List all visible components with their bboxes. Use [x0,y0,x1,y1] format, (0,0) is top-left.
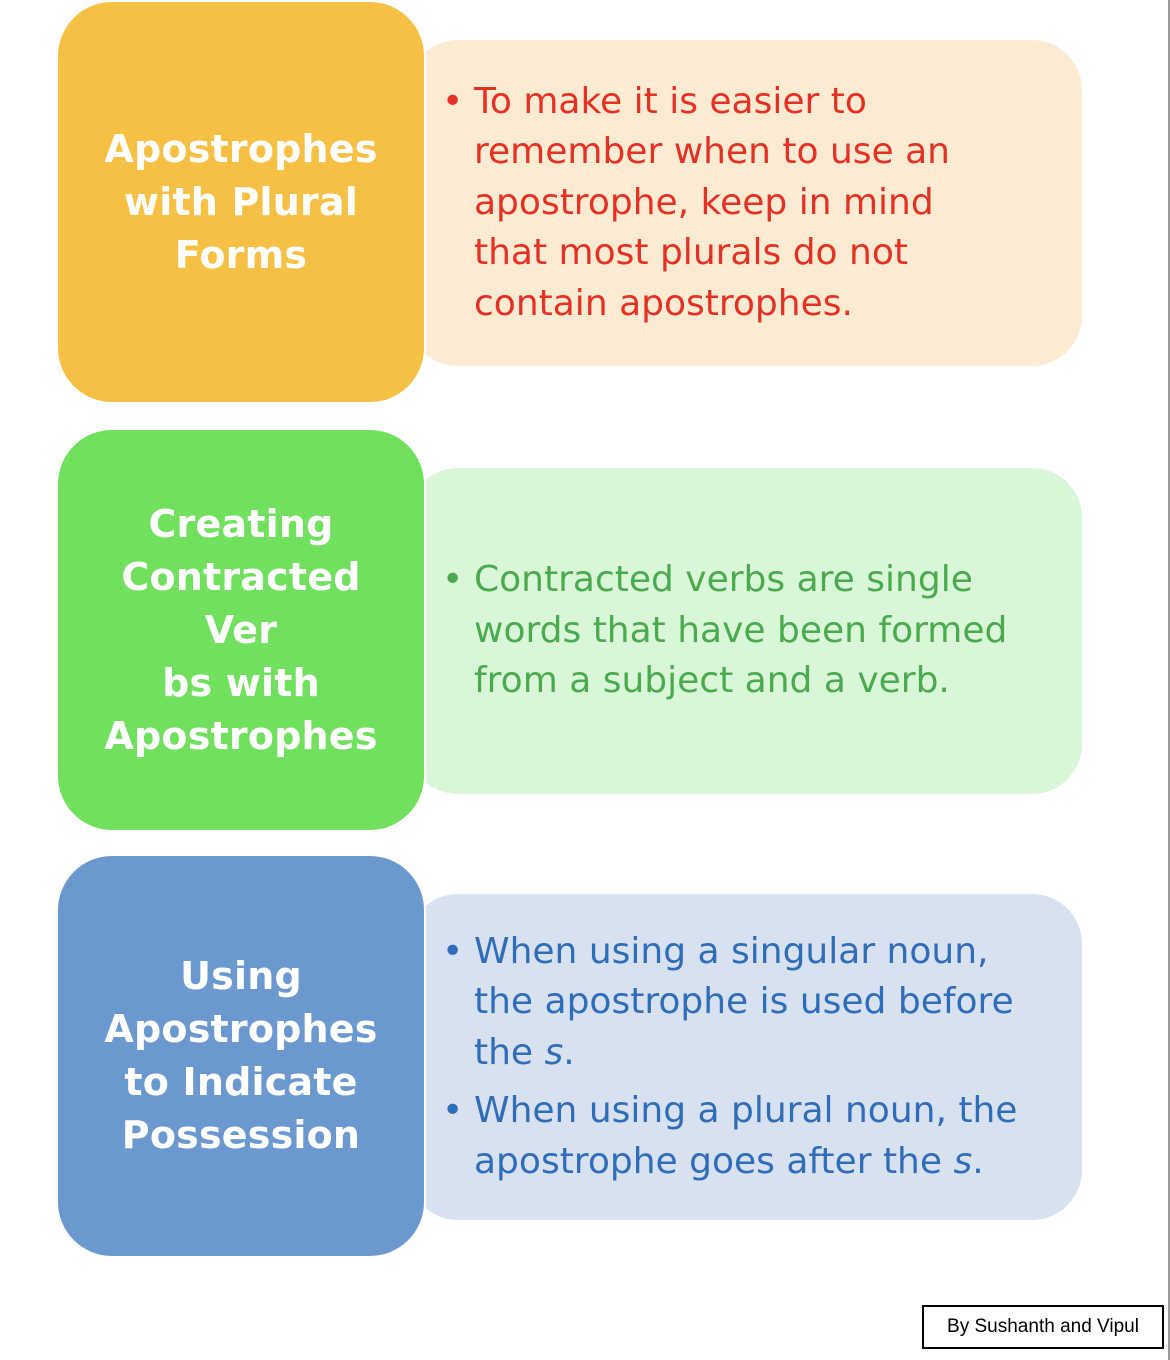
tile-title-line: with Plural [123,179,359,224]
bullet-list [434,927,1042,1188]
bullet-item [434,555,1042,707]
bullet-line: contain apostrophes. [474,282,853,324]
bullet-line: from a subject and a verb. [474,660,950,702]
tile-title-line: Apostrophes [104,713,378,758]
section-plural-forms [0,0,1170,410]
tile-title [104,950,377,1162]
tile-possession [56,854,426,1258]
bullet-line-prefix: apostrophe goes after the [474,1140,954,1182]
tile-title-line: Using [180,954,302,998]
tile-plural-forms [56,0,426,404]
bullet-line: When using a singular noun, [474,930,989,972]
bullet-list [434,77,1042,330]
bullet-dot: • [442,80,464,122]
bullet-dot: • [442,1090,464,1132]
bullet-line: When using a plural noun, the [474,1090,1018,1132]
bullet-item [434,927,1042,1079]
bullet-dot: • [442,930,464,972]
bullet-line: remember when to use an [474,131,950,173]
bullet-line-suffix: . [563,1031,575,1073]
tile-title-line: Possession [121,1113,361,1157]
bullet-item [434,77,1042,330]
panel-contracted-verbs [408,468,1082,794]
section-contracted-verbs [0,428,1170,838]
tile-title-line: Creating [148,501,334,546]
bullet-line: apostrophe, keep in mind [474,181,934,223]
bullet-line: Contracted verbs are single [474,559,973,601]
bullet-line: To make it is easier to [474,80,867,122]
tile-contracted-verbs [56,428,426,832]
bullet-list [434,555,1042,707]
bullet-item [434,1086,1042,1187]
tile-title [86,498,396,763]
bullet-line: the apostrophe is used before [474,981,1014,1023]
tile-title-line: Apostrophes [104,126,378,171]
bullet-line-italic: s [544,1031,564,1073]
bullet-line-italic: s [953,1140,973,1182]
panel-possession [408,894,1082,1220]
panel-plural-forms [408,40,1082,366]
bullet-line: that most plurals do not [474,232,908,274]
credit-box: By Sushanth and Vipul [922,1305,1164,1349]
bullet-line-prefix: the [474,1031,545,1073]
tile-title-line: bs with [162,660,320,705]
tile-title-line: Apostrophes [104,1007,378,1051]
tile-title-line: to Indicate [124,1060,358,1104]
bullet-dot: • [442,559,464,601]
tile-title-line: Forms [174,232,308,277]
tile-title [104,123,377,282]
tile-title-line: Contracted Ver [121,554,361,652]
section-possession [0,854,1170,1264]
bullet-line-suffix: . [972,1140,984,1182]
bullet-line: words that have been formed [474,609,1008,651]
